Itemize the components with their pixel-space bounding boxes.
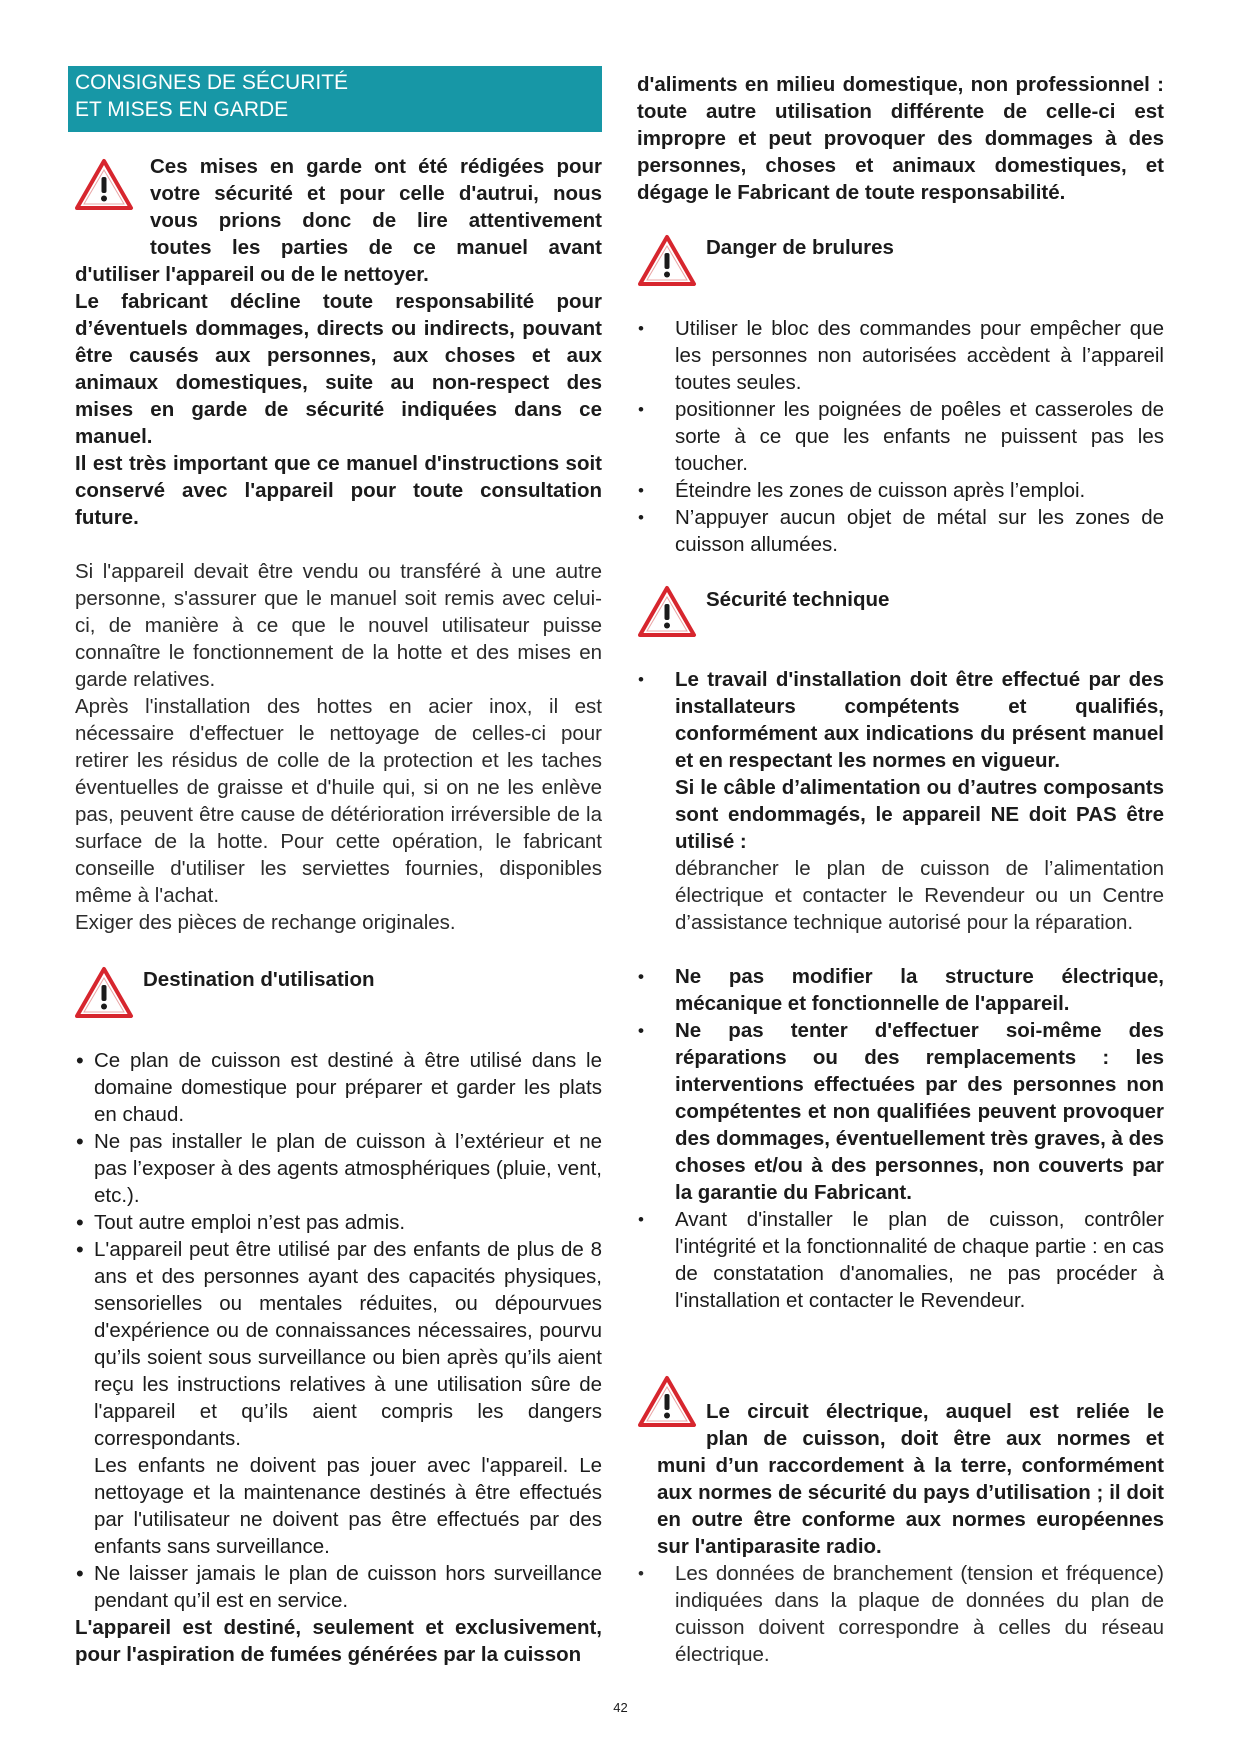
burns-title: Danger de brulures <box>706 236 894 259</box>
keep-manual-text: Il est très important que ce manuel d'instructions soit conservé avec l'appareil pour toute consultation future. <box>75 452 602 529</box>
header-line2: ET MISES EN GARDE <box>75 98 289 121</box>
clean-text: Après l'installation des hottes en acier inox, il est nécessaire d'effectuer le nettoyage de celles-ci pour retirer les résidus de colle de la protection et les taches éventuelles de graisse et d'huile qui, si on ne les enlève pas, peuvent être cause de détérioration irréversible de la surface de la hotte. Pour cette opération, le fabricant conseille d'utiliser les serviettes fournies, disponibles même à l'achat. <box>75 695 602 907</box>
list-item: • Les données de branchement (tension et fréquence) indiquées dans la plaque de données du plan de cuisson doivent correspondre à celles du réseau électrique. <box>675 1560 1164 1668</box>
list-item: • N’appuyer aucun objet de métal sur les zones de cuisson allumées. <box>675 504 1164 558</box>
electrical-rest: muni d’un raccordement à la terre, conformément aux normes de sécurité du pays d’utilisation ; il doit en outre être conforme aux normes européennes sur l'antiparasite radio. <box>657 1454 1164 1558</box>
intro-warn-line1: Ces mises en garde ont été rédigées pour <box>150 155 602 178</box>
list-item: • positionner les poignées de poêles et casseroles de sorte à ce que les enfants ne puissent pas les toucher. <box>675 396 1164 477</box>
list-item: • Tout autre emploi n’est pas admis. <box>94 1209 602 1236</box>
list-item: • Ne laisser jamais le plan de cuisson hors surveillance pendant qu’il est en service. <box>94 1560 602 1614</box>
children-text: Les enfants ne doivent pas jouer avec l'appareil. Le nettoyage et la maintenance destinés à être effectués par l'utilisateur ne doivent pas être effectués par des enfants sans surveillance. <box>94 1454 602 1558</box>
header-line1: CONSIGNES DE SÉCURITÉ <box>75 71 349 94</box>
list-item: • L'appareil peut être utilisé par des enfants de plus de 8 ans et des personnes ayant des capacités physiques, sensorielles ou mentales réduites, ou dépourvues d'expérience ou de connaissances nécessaires, pourvu qu’ils soient sous surveillance ou bien après qu’ils aient reçu les instructions relatives à une utilisation sûre de l'appareil et qu’ils aient compris les dangers correspondants. <box>94 1236 602 1452</box>
electrical-line1: Le circuit électrique, auquel est reliée le <box>706 1400 1164 1423</box>
warning-icon <box>637 1375 697 1429</box>
list-item: • Ne pas installer le plan de cuisson à l’extérieur et ne pas l’exposer à des agents atmosphériques (pluie, vent, etc.). <box>94 1128 602 1209</box>
destination-list <box>94 1047 602 1614</box>
list-item: • Avant d'installer le plan de cuisson, contrôler l'intégrité et la fonctionnalité de chaque partie : en cas de constatation d'anomalies, ne pas procéder à l'installation et contacter le Revendeur. <box>675 1206 1164 1314</box>
electrical-first <box>706 1398 1164 1452</box>
warning-icon <box>637 585 697 639</box>
intro-warn-line2: votre sécurité et pour celle d'autrui, nous <box>150 182 602 205</box>
technical-title: Sécurité technique <box>706 588 890 611</box>
install-text: Le travail d'installation doit être effectué par des installateurs compétents et qualifiés, conformément aux indications du présent manuel et en respectant les normes en vigueur. <box>675 668 1164 772</box>
destination-title: Destination d'utilisation <box>143 968 375 991</box>
intro-warn-line4: toutes les parties de ce manuel avant <box>150 236 602 259</box>
warning-icon <box>637 234 697 288</box>
page-number: 42 <box>613 1700 628 1715</box>
liability-text: Le fabricant décline toute responsabilité pour d’éventuels dommages, directs ou indirects, pouvant être causés aux personnes, aux choses et aux animaux domestiques, suite au non-respect des mises en garde de sécurité indiquées dans ce manuel. <box>75 290 602 448</box>
electrical-line2: plan de cuisson, doit être aux normes et <box>706 1427 1164 1450</box>
list-item: • Ne pas modifier la structure électrique, mécanique et fonctionnelle de l'appareil. <box>675 963 1164 1017</box>
technical-list <box>675 666 1164 855</box>
technical-list-2 <box>675 963 1164 1314</box>
warning-icon <box>74 966 134 1020</box>
exclusive-use-text: L'appareil est destiné, seulement et exclusivement, pour l'aspiration de fumées générées par la cuisson <box>75 1616 602 1666</box>
list-item: • Utiliser le bloc des commandes pour empêcher que les personnes non autorisées accèdent à l’appareil toutes seules. <box>675 315 1164 396</box>
intro-warn-rest: d'utiliser l'appareil ou de le nettoyer. <box>75 263 429 286</box>
left-column <box>75 153 602 936</box>
list-item: • Ce plan de cuisson est destiné à être utilisé dans le domaine domestique pour préparer et garder les plats en chaud. <box>94 1047 602 1128</box>
cable-warning: Si le câble d’alimentation ou d’autres composants sont endommagés, le appareil NE doit PAS être utilisé : <box>675 776 1164 853</box>
intro-warn-line3: vous prions donc de lire attentivement <box>150 209 602 232</box>
section-header-text <box>75 69 348 123</box>
list-item: • Éteindre les zones de cuisson après l’emploi. <box>675 477 1164 504</box>
burns-list <box>675 315 1164 558</box>
list-item <box>675 666 1164 855</box>
electrical-list <box>675 1560 1164 1668</box>
exclusive-use-continued: d'aliments en milieu domestique, non professionnel : toute autre utilisation différente de celle-ci est impropre et peut provoquer des dommages à des personnes, choses et animaux domestiques, et dégage le Fabricant de toute responsabilité. <box>637 73 1164 204</box>
cable-instructions: débrancher le plan de cuisson de l’alimentation électrique et contacter le Revendeur ou un Centre d’assistance technique autorisé pour la réparation. <box>675 857 1164 934</box>
parts-text: Exiger des pièces de rechange originales. <box>75 911 456 934</box>
sold-text: Si l'appareil devait être vendu ou transféré à une autre personne, s'assurer que le manuel soit remis avec celui-ci, de manière à ce que le nouvel utilisateur puisse connaître le fonctionnement de la hotte et des mises en garde relatives. <box>75 560 602 691</box>
list-item: • Ne pas tenter d'effectuer soi-même des réparations ou des remplacements : les interventions effectuées par des personnes non compétentes et non qualifiées peuvent provoquer des dommages, éventuellement très graves, à des choses et/ou à des personnes, non couverts par la garantie du Fabricant. <box>675 1017 1164 1206</box>
